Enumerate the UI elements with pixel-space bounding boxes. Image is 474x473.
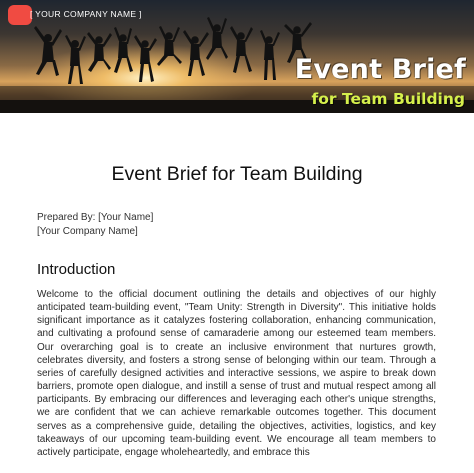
company-logo-badge (8, 5, 32, 25)
banner-title: Event Brief (294, 54, 466, 85)
company-name-tag: [ YOUR COMPANY NAME ] (30, 9, 142, 19)
introduction-heading: Introduction (37, 261, 116, 278)
prepared-by-line: Prepared By: [Your Name] (37, 212, 154, 223)
company-name-line: [Your Company Name] (37, 226, 138, 237)
banner-subtitle: for Team Building (311, 90, 465, 108)
introduction-paragraph: Welcome to the official document outlining the details and objectives of our highly anticipated team-building event, "Team Unity: Strength in Diversity". This initiative holds significant importance as it catalyzes fostering collaboration, enhancing communication, and cultivating a profound sense of camaraderie among our esteemed team members. Our overarching goal is to create an inclusive environment that nurtures growth, celebrates diversity, and fosters a strong sense of belonging within our team. Through a series of carefully designed activities and interactive sessions, we aspire to break down barriers, promote open dialogue, and instill a sense of trust and mutual respect among all participants. By embracing our differences and leveraging each other's unique strengths, we are confident that we can achieve remarkable outcomes together. This document serves as a comprehensive guide, detailing the objectives, activities, logistics, and key takeaways of our upcoming team-building event. We encourage all team members to actively participate, engage wholeheartedly, and embrace this (37, 289, 436, 458)
header-banner (0, 0, 474, 113)
prepared-by-block (37, 211, 153, 239)
document-title: Event Brief for Team Building (111, 163, 363, 185)
